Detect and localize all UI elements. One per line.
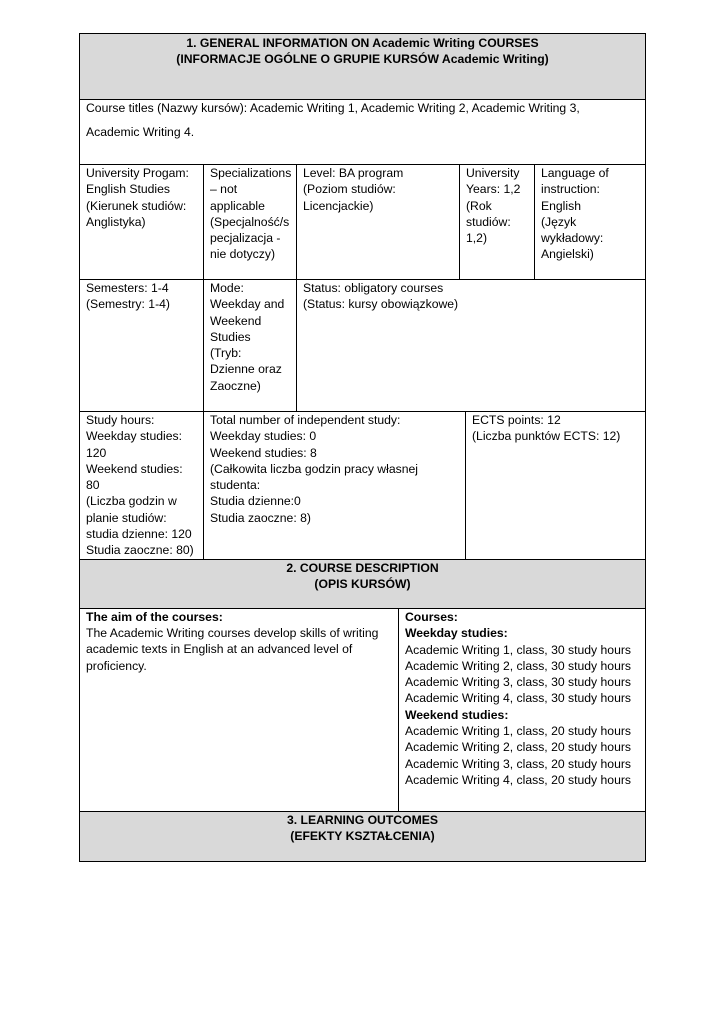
independent-study: Total number of independent study: Weekday studies: 0 Weekend studies: 8 (Całkowita liczba godzin pracy własnej studenta: Studia dzienne:0 Studia zaoczne: 8) — [210, 413, 418, 525]
divider — [459, 164, 460, 279]
list-item: Academic Writing 1, class, 20 study hours — [405, 724, 632, 739]
specializations: Specializations – not applicable (Specjalność/s pecjalizacja - nie dotyczy) — [210, 166, 292, 262]
course-status: Status: obligatory courses (Status: kursy obowiązkowe) — [303, 281, 459, 312]
semesters: Semesters: 1-4 (Semestry: 1-4) — [86, 281, 170, 312]
divider — [203, 411, 204, 559]
course-titles-line2: Academic Writing 4. — [86, 125, 195, 139]
weekday-heading: Weekday studies: — [405, 626, 508, 641]
divider — [203, 164, 204, 279]
divider — [398, 608, 399, 811]
divider — [203, 279, 204, 411]
course-titles-line1: Course titles (Nazwy kursów): Academic Writing 1, Academic Writing 2, Academic Writing 3, — [86, 101, 580, 115]
list-item: Academic Writing 4, class, 30 study hours — [405, 691, 632, 706]
aim-heading: The aim of the courses: — [86, 610, 223, 624]
section1-subtitle: (INFORMACJE OGÓLNE O GRUPIE KURSÓW Academic Writing) — [176, 52, 549, 67]
weekend-heading: Weekend studies: — [405, 707, 509, 722]
university-program: University Progam: English Studies (Kierunek studiów: Anglistyka) — [86, 166, 189, 229]
language-of-instruction: Language of instruction: English (Język wykładowy: Angielski) — [541, 166, 609, 262]
list-item: Academic Writing 1, class, 30 study hours — [405, 642, 632, 657]
divider — [465, 411, 466, 559]
divider — [296, 164, 297, 279]
study-hours: Study hours: Weekday studies: 120 Weekend studies: 80 (Liczba godzin w planie studiów: studia dzienne: 120 Studia zaoczne: 80) — [86, 413, 194, 558]
courses-list — [405, 609, 643, 788]
divider — [534, 164, 535, 279]
section3-subtitle: (EFEKTY KSZTAŁCENIA) — [290, 829, 435, 844]
list-item: Academic Writing 2, class, 20 study hours — [405, 740, 632, 755]
list-item: Academic Writing 2, class, 30 study hours — [405, 658, 632, 673]
study-mode: Mode: Weekday and Weekend Studies (Tryb: Dzienne oraz Zaoczne) — [210, 281, 285, 393]
list-item: Academic Writing 4, class, 20 study hours — [405, 772, 632, 787]
section2-subtitle: (OPIS KURSÓW) — [314, 577, 411, 592]
aim-text: The Academic Writing courses develop skills of writing academic texts in English at an advanced level of proficiency. — [86, 626, 379, 673]
section2-header — [80, 560, 645, 608]
section1-header — [80, 34, 645, 99]
section3-header — [80, 812, 645, 861]
ects-points: ECTS points: 12 (Liczba punktów ECTS: 12) — [472, 413, 621, 444]
list-item: Academic Writing 3, class, 30 study hours — [405, 675, 632, 690]
list-item: Academic Writing 3, class, 20 study hours — [405, 756, 632, 771]
university-years: University Years: 1,2 (Rok studiów: 1,2) — [466, 166, 521, 246]
section2-title: 2. COURSE DESCRIPTION — [286, 561, 439, 575]
study-level: Level: BA program (Poziom studiów: Licencjackie) — [303, 166, 404, 213]
divider — [296, 279, 297, 411]
section1-title: 1. GENERAL INFORMATION ON Academic Writing COURSES — [186, 36, 539, 50]
courses-heading: Courses: — [405, 610, 458, 624]
section3-title: 3. LEARNING OUTCOMES — [287, 813, 438, 827]
